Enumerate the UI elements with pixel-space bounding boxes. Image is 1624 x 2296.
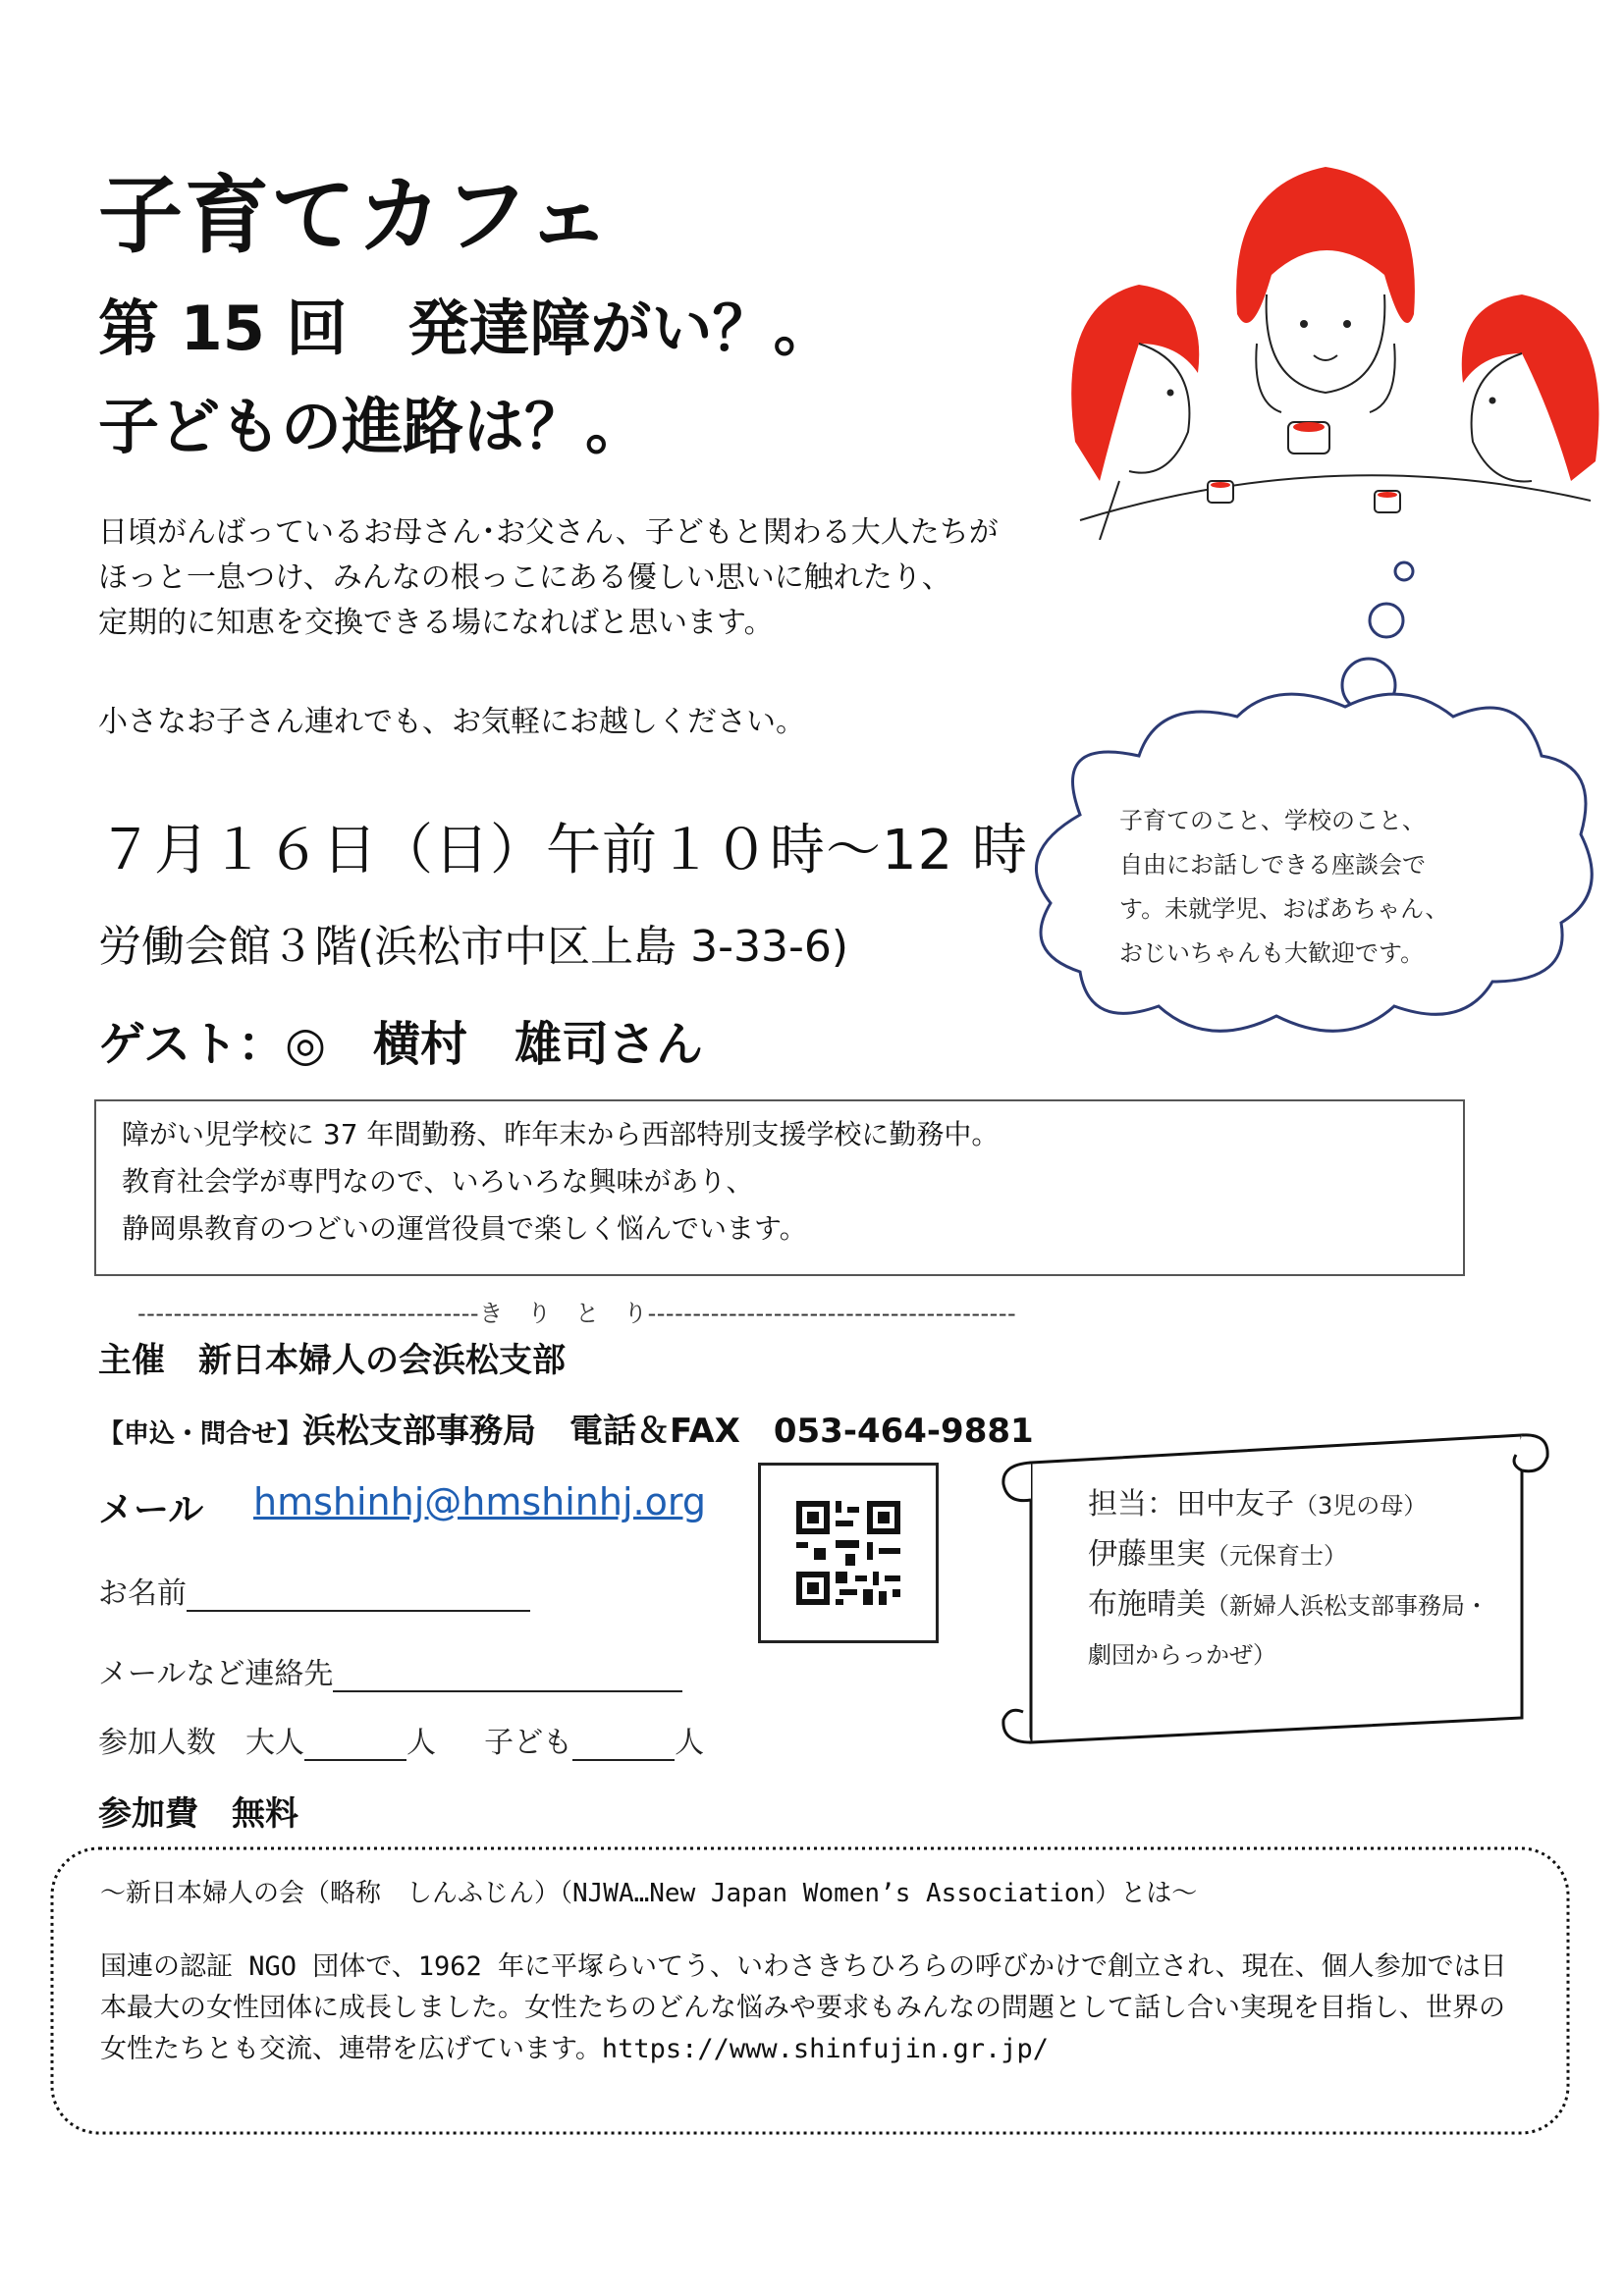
event-datetime: ７月１６日（日）午前１０時～12 時	[98, 819, 1029, 882]
name-field[interactable]	[98, 1569, 530, 1612]
bubble-text	[1119, 799, 1449, 976]
page-title: 子育てカフェ	[98, 167, 613, 265]
name-blank[interactable]	[187, 1580, 530, 1612]
mail-link[interactable]: hmshinhj@hmshinhj.org	[253, 1480, 706, 1523]
staff-name: 伊藤里実	[1088, 1537, 1206, 1572]
cut-line: --------------------------------------き り と り-----------------------------------------	[137, 1300, 1017, 1327]
participation-fee: 参加費 無料	[98, 1794, 298, 1834]
adult-label: 参加人数 大人	[98, 1726, 304, 1760]
count-field[interactable]	[98, 1718, 704, 1761]
contact-field-label: メールなど連絡先	[98, 1657, 334, 1691]
profile-line: 障がい児学校に 37 年間勤務、昨年末から西部特別支援学校に勤務中。	[122, 1118, 1000, 1150]
staff-name: 担当：田中友子	[1088, 1487, 1294, 1522]
child-label: 子ども	[484, 1726, 573, 1760]
qr-code-graphic	[761, 1466, 936, 1640]
njwa-body: 国連の認証 NGO 団体で、1962 年に平塚らいてう、いわさきちひろらの呼びかけで創立され、現在、個人参加では日本最大の女性団体に成長しました。女性たちのどんな悩みや要求もみんなの問題として話し合い実現を目指し、世界の女性たちとも交流、連帯を広げています。https://www.shinfujin.gr.jp/	[100, 1951, 1507, 2064]
staff-note-cont: 劇団からっかぜ）	[1088, 1641, 1276, 1669]
staff-note: （新婦人浜松支部事務局・	[1206, 1592, 1489, 1620]
contact-line	[98, 1404, 1034, 1452]
child-blank[interactable]	[572, 1730, 675, 1761]
intro-line: 日頃がんばっているお母さん･お父さん、子どもと関わる大人たちが	[98, 515, 999, 550]
contact-label: 【申込・問合せ】	[98, 1419, 303, 1449]
adult-blank[interactable]	[304, 1730, 406, 1761]
organizer-host: 主催 新日本婦人の会浜松支部	[98, 1341, 566, 1380]
event-venue: 労働会館３階(浜松市中区上島 3-33-6)	[98, 922, 849, 972]
guest-profile-box	[94, 1099, 1465, 1276]
staff-list	[1088, 1480, 1489, 1680]
staff-item	[1088, 1530, 1489, 1580]
bubble-line: おじいちゃんも大歓迎です。	[1119, 939, 1425, 967]
bubble-line: す。未就学児、おばあちゃん、	[1119, 895, 1449, 923]
staff-note: （元保育士）	[1206, 1542, 1347, 1570]
staff-item	[1088, 1580, 1489, 1630]
subtitle-line1: 第 15 回 発達障がい？。	[98, 293, 835, 364]
bubble-line: 自由にお話しできる座談会で	[1119, 851, 1426, 879]
contact-blank[interactable]	[333, 1661, 682, 1692]
qr-code-icon[interactable]	[758, 1463, 939, 1643]
mail-label: メール	[98, 1490, 204, 1530]
njwa-title: ～新日本婦人の会（略称 しんふじん）（NJWA…New Japan Women’s Association）とは～	[100, 1879, 1198, 1908]
staff-name: 布施晴美	[1088, 1587, 1206, 1622]
child-unit: 人	[675, 1726, 705, 1760]
intro-line: ほっと一息つけ、みんなの根っこにある優しい思いに触れたり、	[98, 561, 951, 595]
subtitle-line2: 子どもの進路は？。	[98, 391, 647, 462]
profile-line: 静岡県教育のつどいの運営役員で楽しく悩んでいます。	[122, 1212, 807, 1245]
contact-text: 浜松支部事務局 電話＆FAX 053-464-9881	[302, 1412, 1034, 1451]
adult-unit: 人	[406, 1726, 436, 1760]
women-tea-illustration	[1060, 147, 1610, 540]
name-label: お名前	[98, 1576, 187, 1611]
staff-item	[1088, 1480, 1489, 1530]
intro-note: 小さなお子さん連れでも、お気軽にお越しください。	[98, 705, 805, 739]
intro-line: 定期的に知恵を交換できる場になればと思います。	[98, 606, 774, 640]
event-guest: ゲスト：◎ 横村 雄司さん	[98, 1017, 703, 1072]
contact-field[interactable]	[98, 1649, 682, 1692]
njwa-info	[53, 1851, 1565, 2130]
bubble-line: 子育てのこと、学校のこと、	[1119, 807, 1426, 834]
staff-note: （3児の母）	[1294, 1492, 1428, 1520]
profile-line: 教育社会学が専門なので、いろいろな興味があり、	[122, 1165, 754, 1198]
intro-text	[98, 510, 999, 646]
